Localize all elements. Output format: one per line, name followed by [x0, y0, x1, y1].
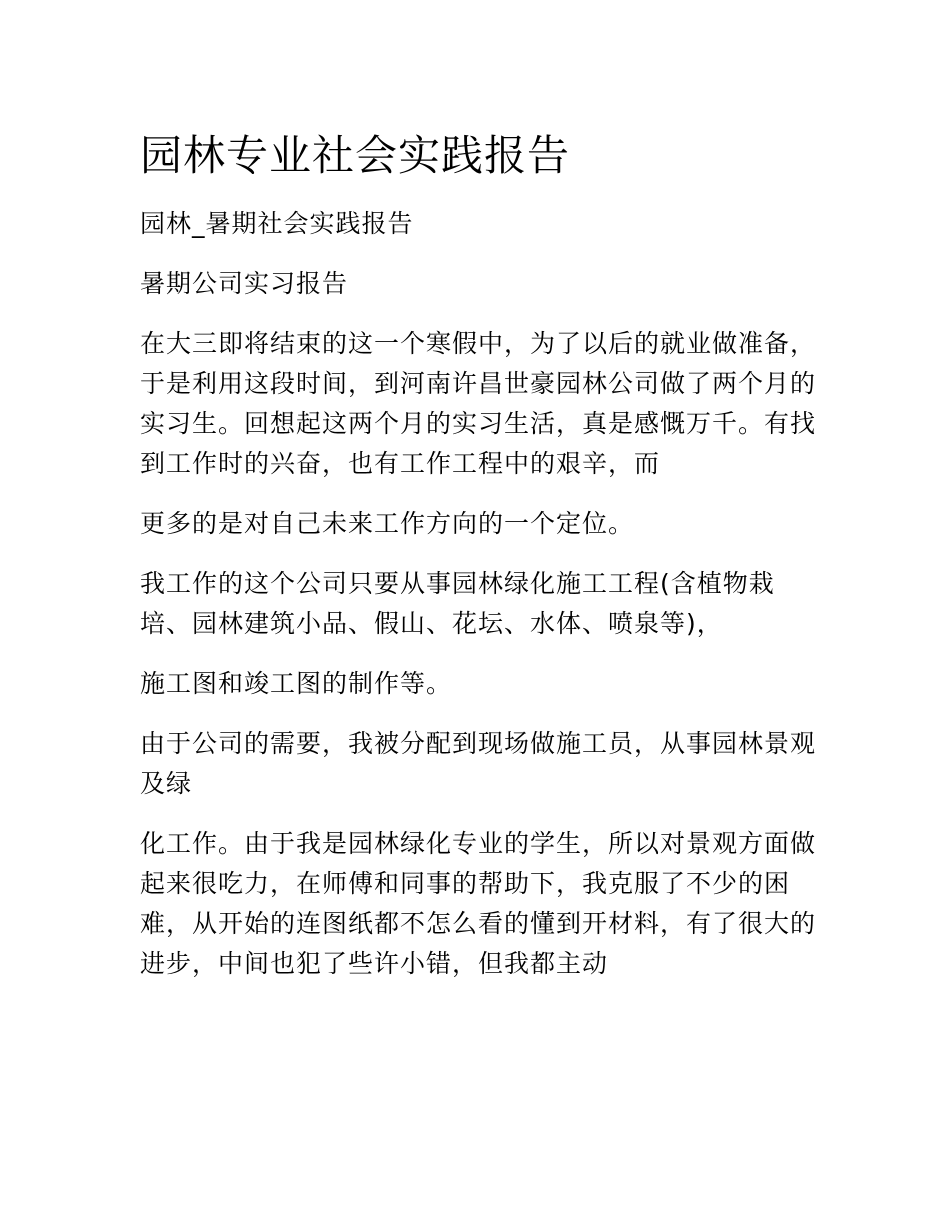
paragraph: 在大三即将结束的这一个寒假中，为了以后的就业做准备，于是利用这段时间，到河南许昌世豪园林公司做了两个月的实习生。回想起这两个月的实习生活，真是感慨万千。有找到工作时的兴奋，也有工作工程中的艰辛，而	[140, 329, 817, 478]
paragraph: 我工作的这个公司只要从事园林绿化施工工程(含植物栽培、园林建筑小品、假山、花坛、水体、喷泉等)，	[140, 569, 775, 638]
paragraph: 施工图和竣工图的制作等。	[140, 669, 453, 698]
paragraph: 由于公司的需要，我被分配到现场做施工员，从事园林景观及绿	[140, 729, 817, 798]
paragraph: 化工作。由于我是园林绿化专业的学生，所以对景观方面做起来很吃力，在师傅和同事的帮助下，我克服了不少的困难，从开始的连图纸都不怎么看的懂到开材料，有了很大的进步，中间也犯了些许小错，但我都主动	[140, 829, 817, 978]
document-title: 园林专业社会实践报告	[140, 131, 571, 180]
paragraph-subtitle: 园林_暑期社会实践报告	[140, 209, 414, 238]
paragraph-heading: 暑期公司实习报告	[140, 269, 349, 298]
paragraph: 更多的是对自己未来工作方向的一个定位。	[140, 509, 635, 538]
document-body	[140, 204, 820, 1004]
